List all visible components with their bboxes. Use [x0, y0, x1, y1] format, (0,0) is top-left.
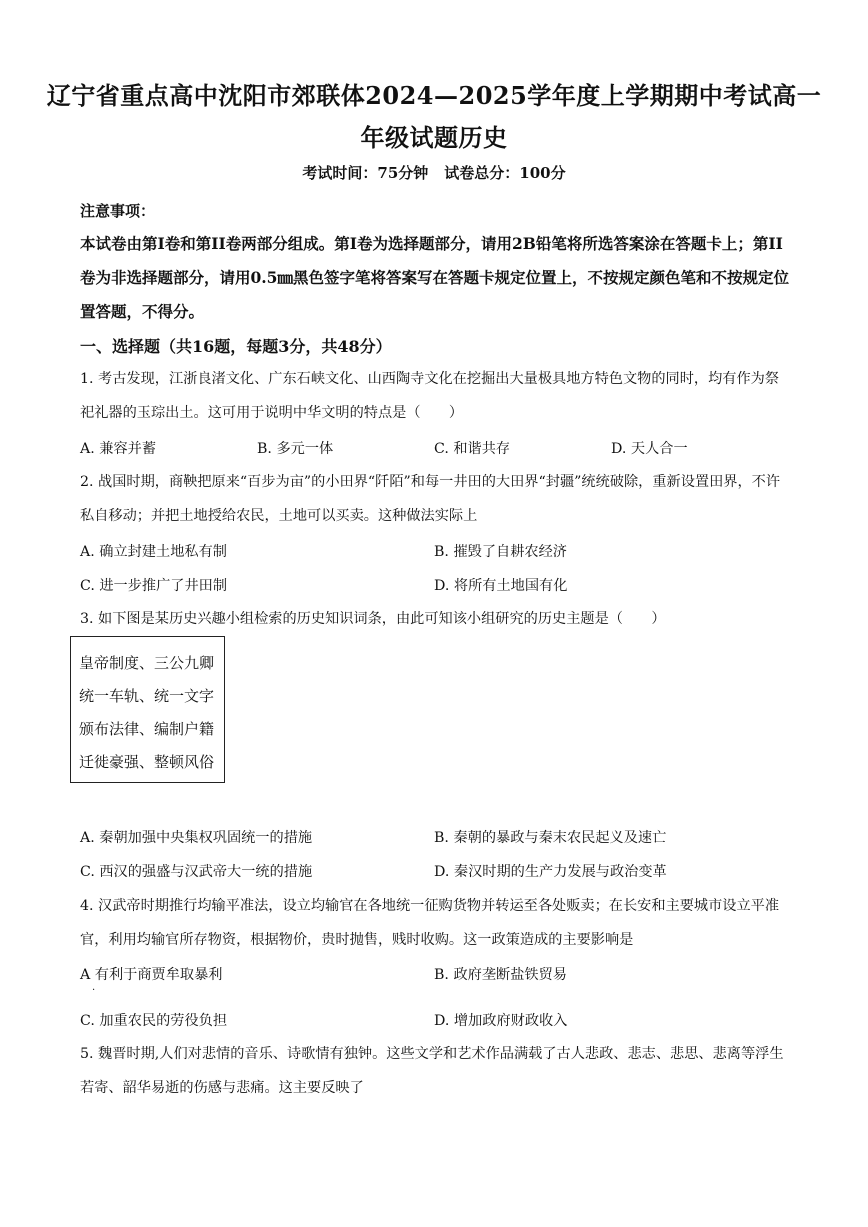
exam-title-line1: 辽宁省重点高中沈阳市郊联体2024—2025学年度上学期期中考试高一	[46, 81, 822, 110]
keyword-line-2: 统一车轨、统一文字	[79, 687, 215, 705]
question-1-stem: 1. 考古发现，江浙良渚文化、广东石峡文化、山西陶寺文化在挖掘出大量极具地方特色文物的同时，均有作为祭祀礼器的玉琮出土。这可用于说明中华文明的特点是（ ）	[80, 371, 780, 421]
q1-option-b[interactable]: B. 多元一体	[257, 441, 334, 457]
q3-option-c[interactable]: C. 西汉的强盛与汉武帝大一统的措施	[80, 864, 313, 880]
q1-option-c[interactable]: C. 和谐共存	[434, 441, 511, 457]
keyword-line-3: 颁布法律、编制户籍	[79, 720, 215, 738]
q4-option-c[interactable]: C. 加重农民的劳役负担	[80, 1013, 228, 1029]
keyword-line-4: 迁徙豪强、整顿风俗	[79, 753, 215, 771]
question-3-stem: 3. 如下图是某历史兴趣小组检索的历史知识词条，由此可知该小组研究的历史主题是（ ）	[80, 611, 666, 627]
q3-option-b[interactable]: B. 秦朝的暴政与秦末农民起义及速亡	[434, 830, 667, 846]
stray-dot: .	[92, 982, 96, 993]
exam-meta	[0, 162, 868, 183]
keyword-box	[70, 636, 225, 783]
q2-option-b[interactable]: B. 摧毁了自耕农经济	[434, 544, 567, 560]
q3-option-a[interactable]: A. 秦朝加强中央集权巩固统一的措施	[80, 830, 313, 846]
q2-option-c[interactable]: C. 进一步推广了井田制	[80, 578, 228, 594]
q1-option-a[interactable]: A. 兼容并蓄	[80, 441, 157, 457]
exam-title-line2: 年级试题历史	[360, 123, 508, 152]
keyword-line-1: 皇帝制度、三公九卿	[79, 654, 215, 672]
question-2-stem: 2. 战国时期，商鞅把原来“百步为亩”的小田界“阡陌”和每一井田的大田界“封疆”统统破除，重新设置田界，不许私自移动；并把土地授给农民，土地可以买卖。这种做法实际上	[80, 474, 781, 524]
question-5-stem: 5. 魏晋时期,人们对悲情的音乐、诗歌情有独钟。这些文学和艺术作品满载了古人悲政、悲志、悲思、悲离等浮生若寄、韶华易逝的伤感与悲痛。这主要反映了	[80, 1046, 784, 1096]
question-4-stem: 4. 汉武帝时期推行均输平准法，设立均输官在各地统一征购货物并转运至各处贩卖；在长安和主要城市设立平准官，利用均输官所存物资，根据物价，贵时抛售，贱时收购。这一政策造成的主要影响是	[80, 898, 780, 948]
notice-text: 本试卷由第Ⅰ卷和第II卷两部分组成。第Ⅰ卷为选择题部分，请用2B铅笔将所选答案涂在答题卡上；第II卷为非选择题部分，请用0.5㎜黑色签字笔将答案写在答题卡规定位置上，不按规定颜色笔和不按规定位置答题，不得分。	[80, 234, 789, 321]
q4-option-b[interactable]: B. 政府垄断盐铁贸易	[434, 967, 567, 983]
q2-option-a[interactable]: A. 确立封建土地私有制	[80, 544, 227, 560]
exam-time: 考试时间：75分钟	[302, 164, 429, 182]
notice-heading: 注意事项：	[80, 202, 156, 220]
q4-option-d[interactable]: D. 增加政府财政收入	[434, 1013, 568, 1029]
q4-option-a[interactable]: A 有利于商贾牟取暴利	[80, 967, 223, 983]
q3-option-d[interactable]: D. 秦汉时期的生产力发展与政治变革	[434, 864, 667, 880]
q1-option-d[interactable]: D. 天人合一	[611, 441, 688, 457]
q2-option-d[interactable]: D. 将所有土地国有化	[434, 578, 568, 594]
section-heading: 一、选择题（共16题，每题3分，共48分）	[80, 337, 392, 356]
exam-score: 试卷总分：100分	[444, 164, 566, 182]
